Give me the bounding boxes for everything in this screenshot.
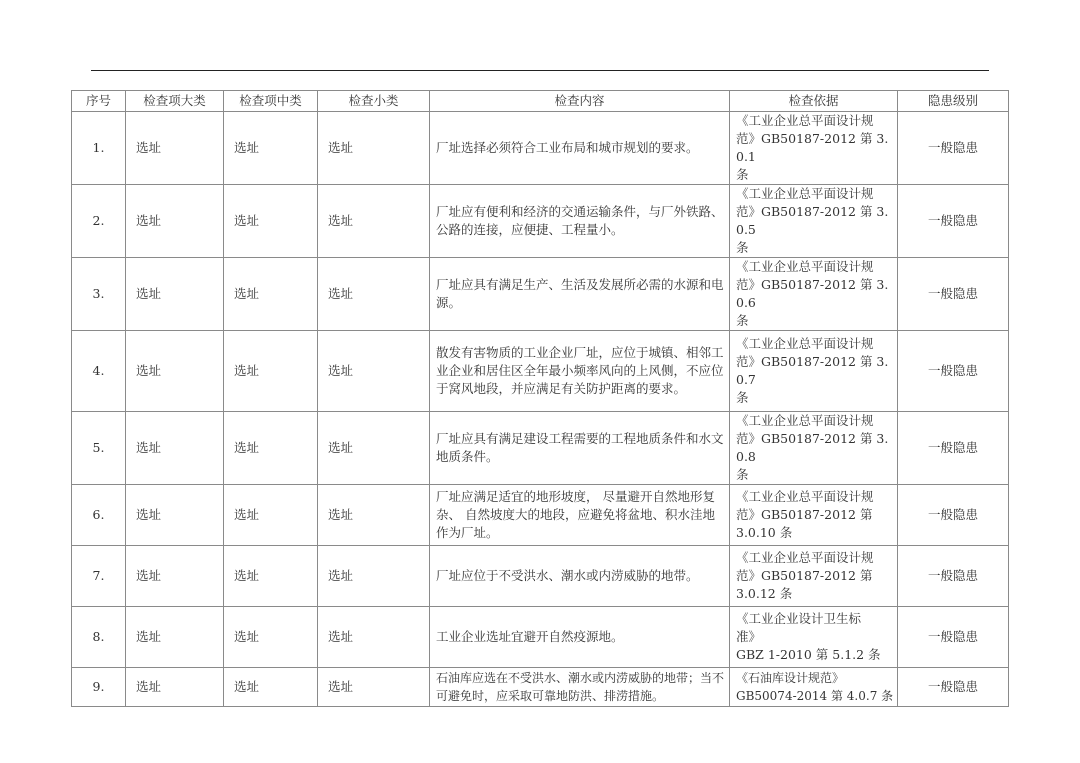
row-middle-category: 选址 — [224, 412, 318, 485]
basis-line: 《工业企业总平面设计规 — [736, 336, 874, 351]
row-minor-category: 选址 — [318, 668, 430, 707]
basis-line: 《工业企业总平面设计规 — [736, 186, 874, 201]
basis-line: 《工业企业总平面设计规 — [736, 550, 874, 565]
header-hazard-level: 隐患级别 — [898, 91, 1009, 112]
table-row — [72, 412, 1009, 485]
basis-line: 条 — [736, 390, 749, 405]
row-check-basis — [730, 607, 898, 668]
row-check-basis — [730, 485, 898, 546]
row-middle-category: 选址 — [224, 546, 318, 607]
basis-line: 《石油库设计规范》 — [736, 671, 845, 685]
row-index: 6. — [72, 485, 126, 546]
table-header-row — [72, 91, 1009, 112]
basis-line: GB50074-2014 第 4.0.7 条 — [736, 689, 894, 703]
header-middle-category: 检查项中类 — [224, 91, 318, 112]
basis-line: 范》GB50187-2012 第 — [736, 507, 873, 522]
table-row — [72, 331, 1009, 412]
row-check-content: 厂址应具有满足建设工程需要的工程地质条件和水文地质条件。 — [430, 412, 730, 485]
row-index: 1. — [72, 112, 126, 185]
row-middle-category: 选址 — [224, 185, 318, 258]
basis-line: 范》GB50187-2012 第 3.0.8 — [736, 431, 889, 464]
table-row — [72, 258, 1009, 331]
row-hazard-level: 一般隐患 — [898, 112, 1009, 185]
row-check-content: 石油库应选在不受洪水、潮水或内涝威胁的地带；当不可避免时，应采取可靠地防洪、排涝措施。 — [430, 668, 730, 707]
row-index: 7. — [72, 546, 126, 607]
table-row — [72, 485, 1009, 546]
row-minor-category: 选址 — [318, 607, 430, 668]
row-minor-category: 选址 — [318, 185, 430, 258]
row-check-content: 厂址应位于不受洪水、潮水或内涝威胁的地带。 — [430, 546, 730, 607]
row-minor-category: 选址 — [318, 485, 430, 546]
row-index: 4. — [72, 331, 126, 412]
row-minor-category: 选址 — [318, 112, 430, 185]
row-check-basis — [730, 546, 898, 607]
row-check-content: 散发有害物质的工业企业厂址，应位于城镇、相邻工业企业和居住区全年最小频率风向的上风侧，不应位于窝风地段，并应满足有关防护距离的要求。 — [430, 331, 730, 412]
basis-line: 条 — [736, 240, 749, 255]
header-check-basis: 检查依据 — [730, 91, 898, 112]
row-major-category: 选址 — [126, 546, 224, 607]
table-row — [72, 546, 1009, 607]
row-check-basis — [730, 185, 898, 258]
row-major-category: 选址 — [126, 258, 224, 331]
row-major-category: 选址 — [126, 607, 224, 668]
row-middle-category: 选址 — [224, 331, 318, 412]
table-row — [72, 112, 1009, 185]
row-middle-category: 选址 — [224, 668, 318, 707]
row-minor-category: 选址 — [318, 412, 430, 485]
table-row — [72, 607, 1009, 668]
basis-line: 范》GB50187-2012 第 3.0.1 — [736, 131, 889, 164]
basis-line: 《工业企业设计卫生标 — [736, 611, 862, 626]
row-middle-category: 选址 — [224, 485, 318, 546]
row-minor-category: 选址 — [318, 258, 430, 331]
row-major-category: 选址 — [126, 412, 224, 485]
basis-line: 范》GB50187-2012 第 — [736, 568, 873, 583]
row-check-basis — [730, 258, 898, 331]
header-index: 序号 — [72, 91, 126, 112]
row-major-category: 选址 — [126, 668, 224, 707]
row-hazard-level: 一般隐患 — [898, 258, 1009, 331]
row-check-content: 工业企业选址宜避开自然疫源地。 — [430, 607, 730, 668]
row-check-basis — [730, 112, 898, 185]
table-row — [72, 668, 1009, 707]
row-index: 3. — [72, 258, 126, 331]
header-minor-category: 检查小类 — [318, 91, 430, 112]
basis-line: 《工业企业总平面设计规 — [736, 113, 874, 128]
row-check-basis — [730, 668, 898, 707]
header-check-content: 检查内容 — [430, 91, 730, 112]
basis-line: 准》 — [736, 629, 762, 644]
inspection-table — [71, 90, 1009, 707]
row-major-category: 选址 — [126, 185, 224, 258]
basis-line: 范》GB50187-2012 第 3.0.5 — [736, 204, 889, 237]
basis-line: 《工业企业总平面设计规 — [736, 259, 874, 274]
basis-line: 条 — [736, 313, 749, 328]
row-check-content: 厂址应满足适宜的地形坡度， 尽量避开自然地形复杂、 自然坡度大的地段，应避免将盆地、积水洼地作为厂址。 — [430, 485, 730, 546]
basis-line: 条 — [736, 467, 749, 482]
basis-line: 3.0.10 条 — [736, 525, 793, 540]
row-middle-category: 选址 — [224, 607, 318, 668]
row-hazard-level: 一般隐患 — [898, 607, 1009, 668]
row-index: 8. — [72, 607, 126, 668]
row-check-basis — [730, 412, 898, 485]
row-minor-category: 选址 — [318, 546, 430, 607]
row-hazard-level: 一般隐患 — [898, 485, 1009, 546]
row-index: 2. — [72, 185, 126, 258]
row-check-basis — [730, 331, 898, 412]
basis-line: 范》GB50187-2012 第 3.0.7 — [736, 354, 889, 387]
basis-line: 3.0.12 条 — [736, 586, 793, 601]
row-check-content: 厂址应具有满足生产、生活及发展所必需的水源和电源。 — [430, 258, 730, 331]
row-check-content: 厂址选择必须符合工业布局和城市规划的要求。 — [430, 112, 730, 185]
row-index: 9. — [72, 668, 126, 707]
row-major-category: 选址 — [126, 331, 224, 412]
row-hazard-level: 一般隐患 — [898, 668, 1009, 707]
header-major-category: 检查项大类 — [126, 91, 224, 112]
row-major-category: 选址 — [126, 112, 224, 185]
header-rule — [91, 70, 989, 71]
basis-line: 条 — [736, 167, 749, 182]
basis-line: 范》GB50187-2012 第 3.0.6 — [736, 277, 889, 310]
row-index: 5. — [72, 412, 126, 485]
basis-line: 《工业企业总平面设计规 — [736, 413, 874, 428]
row-minor-category: 选址 — [318, 331, 430, 412]
row-hazard-level: 一般隐患 — [898, 412, 1009, 485]
row-major-category: 选址 — [126, 485, 224, 546]
row-middle-category: 选址 — [224, 112, 318, 185]
table-row — [72, 185, 1009, 258]
row-hazard-level: 一般隐患 — [898, 546, 1009, 607]
row-check-content: 厂址应有便利和经济的交通运输条件，与厂外铁路、公路的连接，应便捷、工程量小。 — [430, 185, 730, 258]
basis-line: 《工业企业总平面设计规 — [736, 489, 874, 504]
row-hazard-level: 一般隐患 — [898, 185, 1009, 258]
row-hazard-level: 一般隐患 — [898, 331, 1009, 412]
basis-line: GBZ 1-2010 第 5.1.2 条 — [736, 647, 881, 662]
row-middle-category: 选址 — [224, 258, 318, 331]
